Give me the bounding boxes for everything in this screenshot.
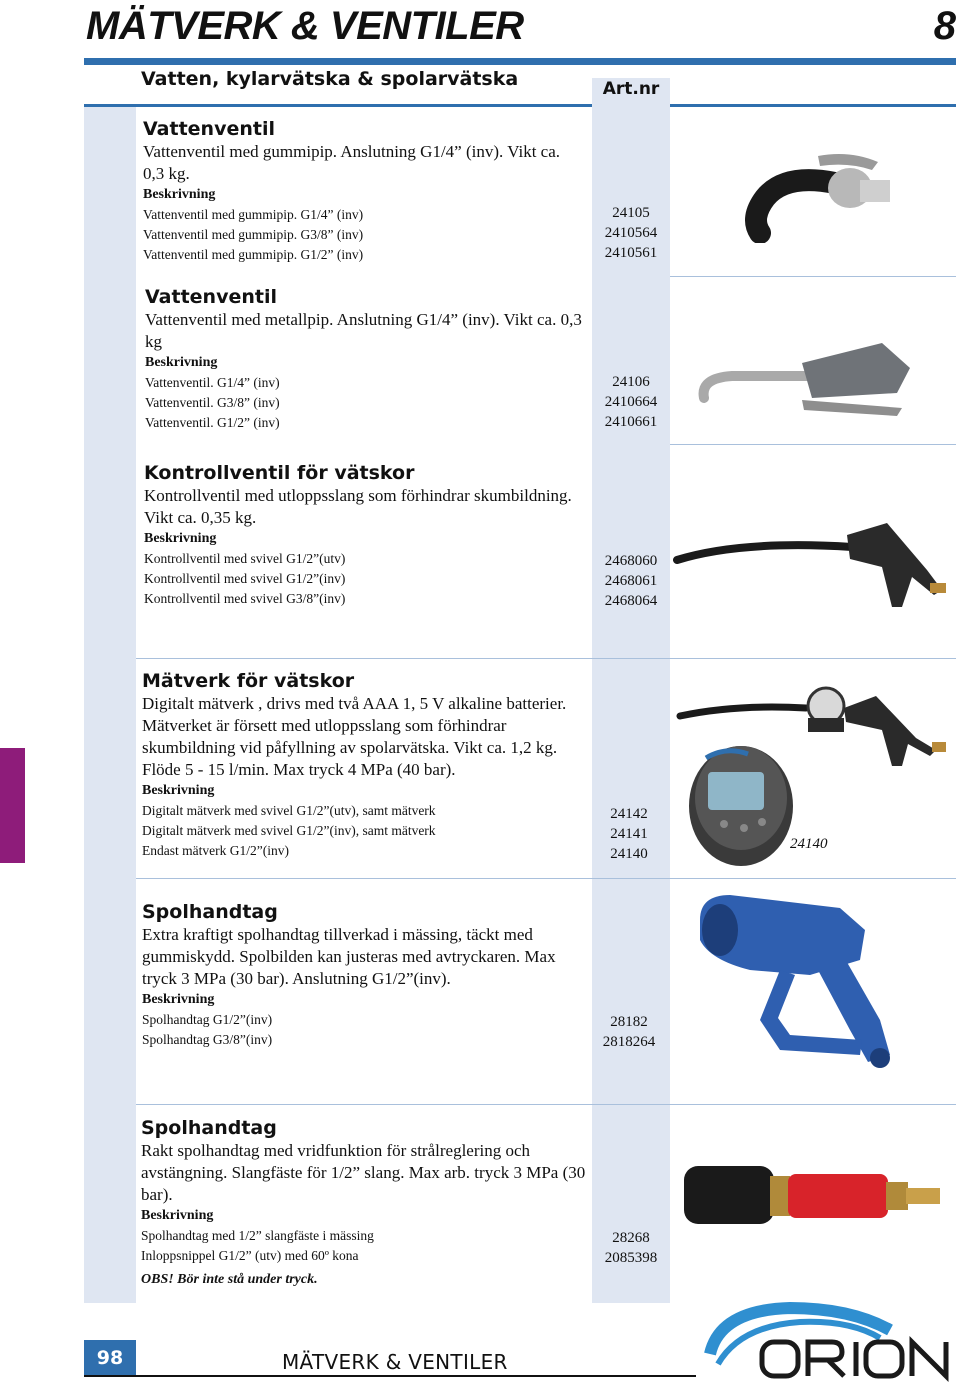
- product-section-5: [142, 901, 588, 1050]
- art-number-list: [590, 1012, 668, 1052]
- product-title: Mätverk för vätskor: [142, 670, 355, 692]
- art-number: 2468064: [604, 593, 658, 609]
- header-rule: [84, 58, 956, 65]
- art-number: 28268: [612, 1230, 650, 1246]
- list-item: Vattenventil. G1/2” (inv): [145, 415, 280, 430]
- product-section-6: [141, 1117, 587, 1288]
- product-section-2: [145, 286, 585, 433]
- divider: [136, 1104, 956, 1105]
- section-subtitle: Vatten, kylarvätska & spolarvätska: [141, 68, 519, 90]
- list-item: Vattenventil med gummipip. G1/4” (inv): [143, 207, 364, 222]
- warning-note: OBS! Bör inte stå under tryck.: [141, 1272, 318, 1287]
- product-description: Kontrollventil med utloppsslang som förhindrar skumbildning. Vikt ca. 0,35 kg.: [144, 486, 572, 527]
- product-title: Vattenventil: [145, 286, 277, 308]
- art-number-list: [592, 203, 670, 263]
- art-number-list: [592, 551, 670, 611]
- product-description: Vattenventil med metallpip. Anslutning G1/4” (inv). Vikt ca. 0,3 kg: [145, 310, 582, 351]
- art-number: 2410664: [604, 394, 658, 410]
- product-section-3: [144, 462, 584, 609]
- art-number: 2818264: [602, 1034, 656, 1050]
- divider: [136, 878, 956, 879]
- product-title: Spolhandtag: [141, 1117, 277, 1139]
- art-number: 24140: [610, 846, 648, 862]
- product-description: Vattenventil med gummipip. Anslutning G1/4” (inv). Vikt ca. 0,3 kg.: [143, 142, 561, 183]
- list-item: Endast mätverk G1/2”(inv): [142, 843, 289, 858]
- product-title: Vattenventil: [143, 118, 275, 140]
- product-title: Spolhandtag: [142, 901, 278, 923]
- list-item: Spolhandtag med 1/2” slangfäste i mässing: [141, 1228, 374, 1243]
- footer-title: MÄTVERK & VENTILER: [282, 1350, 508, 1374]
- product-title: Kontrollventil för vätskor: [144, 462, 415, 484]
- orion-logo: [700, 1302, 956, 1384]
- art-number-list: [590, 804, 668, 864]
- art-number: 2468061: [604, 573, 658, 589]
- art-number: 2410661: [604, 414, 658, 430]
- list-item: Vattenventil med gummipip. G3/8” (inv): [143, 227, 364, 242]
- chapter-tab: [0, 748, 25, 863]
- water-valve-metal-spout-image: [692, 338, 917, 423]
- art-number: 28182: [610, 1014, 648, 1030]
- art-number: 24142: [610, 806, 648, 822]
- art-number: 24106: [612, 374, 650, 390]
- description-label: Beskrivning: [142, 992, 215, 1007]
- subtitle-rule: [84, 104, 956, 107]
- spray-gun-blue-image: [690, 890, 920, 1080]
- control-valve-hose-image: [672, 515, 952, 615]
- art-number-header: Art.nr: [602, 79, 660, 99]
- description-label: Beskrivning: [144, 531, 217, 546]
- straight-spray-nozzle-image: [682, 1160, 944, 1232]
- art-number-list: [592, 372, 670, 432]
- product-section-1: [143, 118, 583, 265]
- art-number: 2085398: [604, 1250, 658, 1266]
- divider: [670, 444, 956, 445]
- water-valve-rubber-spout-image: [740, 148, 900, 243]
- list-item: Kontrollventil med svivel G1/2”(utv): [144, 551, 346, 566]
- product-description: Extra kraftigt spolhandtag tillverkad i mässing, täckt med gummiskydd. Spolbilden kan justeras med avtryckaren. Max tryck 3 MPa (30 bar). Anslutning G1/2”(inv).: [142, 925, 556, 988]
- list-item: Spolhandtag G1/2”(inv): [142, 1012, 273, 1027]
- list-item: Digitalt mätverk med svivel G1/2”(utv), samt mätverk: [142, 803, 436, 818]
- art-number: 2410561: [604, 245, 658, 261]
- digital-meter-image: [686, 738, 796, 868]
- list-item: Inloppsnippel G1/2” (utv) med 60º kona: [141, 1248, 359, 1263]
- product-description: Rakt spolhandtag med vridfunktion för strålreglering och avstängning. Slangfäste för 1/2” slang. Max arb. tryck 3 MPa (30 bar).: [141, 1141, 586, 1204]
- art-number-list: [592, 1228, 670, 1268]
- description-label: Beskrivning: [141, 1208, 214, 1223]
- footer-rule: [84, 1375, 696, 1377]
- art-number: 24141: [610, 826, 648, 842]
- list-item: Vattenventil med gummipip. G1/2” (inv): [143, 247, 364, 262]
- list-item: Vattenventil. G1/4” (inv): [145, 375, 280, 390]
- list-item: Kontrollventil med svivel G3/8”(inv): [144, 591, 346, 606]
- art-number: 2468060: [604, 553, 658, 569]
- left-margin-panel: [84, 107, 136, 1303]
- description-label: Beskrivning: [143, 187, 216, 202]
- description-label: Beskrivning: [142, 783, 215, 798]
- image-caption: 24140: [790, 836, 828, 852]
- list-item: Digitalt mätverk med svivel G1/2”(inv), samt mätverk: [142, 823, 436, 838]
- product-description: Digitalt mätverk , drivs med två AAA 1, 5 V alkaline batterier. Mätverket är försett med utloppsslang som förhindrar skumbildning vid påfyllning av spolarvätska. Vikt ca. 1,2 kg. Flöde 5 - 15 l/min. Max tryck 4 MPa (40 bar).: [142, 694, 567, 779]
- list-item: Spolhandtag G3/8”(inv): [142, 1032, 273, 1047]
- art-number: 24105: [612, 205, 650, 221]
- list-item: Vattenventil. G3/8” (inv): [145, 395, 280, 410]
- page-number: 98: [84, 1340, 136, 1376]
- chapter-number: 8: [933, 4, 956, 48]
- product-section-4: [142, 670, 588, 861]
- list-item: Kontrollventil med svivel G1/2”(inv): [144, 571, 346, 586]
- divider: [670, 276, 956, 277]
- description-label: Beskrivning: [145, 355, 218, 370]
- divider: [136, 658, 956, 659]
- art-number: 2410564: [604, 225, 658, 241]
- page-header-title: MÄTVERK & VENTILER: [86, 4, 524, 48]
